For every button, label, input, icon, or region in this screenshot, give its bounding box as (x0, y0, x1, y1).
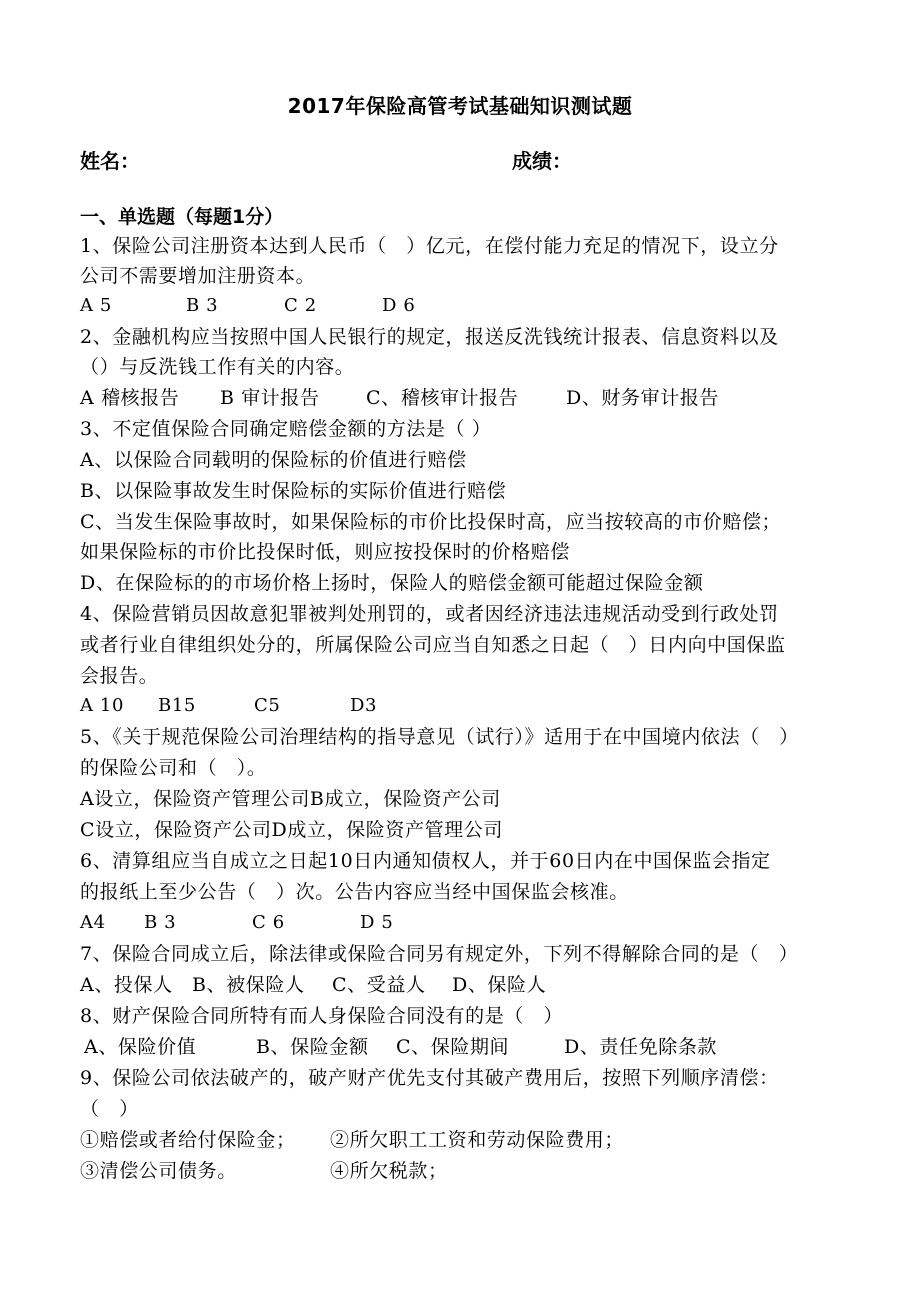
question-text: （ ） (80, 1098, 139, 1120)
score-label: 成绩： (512, 149, 572, 173)
option: ①赔偿或者给付保险金； (80, 1129, 296, 1151)
option: ③清偿公司债务。 (80, 1160, 237, 1182)
option: A、投保人 (80, 974, 173, 996)
option: A、以保险合同载明的保险标的价值进行赔偿 (80, 449, 467, 471)
question-text: 3、不定值保险合同确定赔偿金额的方法是（ ） (80, 418, 492, 440)
option: B 审计报告 (220, 387, 320, 409)
answer-options (80, 1125, 850, 1155)
option: ④所欠税款； (330, 1160, 448, 1182)
question-text: 公司不需要增加注册资本。 (80, 265, 316, 287)
answer-options (80, 970, 850, 1000)
answer-options (80, 1156, 850, 1186)
answer-options (80, 691, 850, 721)
option: B15 (158, 695, 196, 716)
document-title: 2017年保险高管考试基础知识测试题 (287, 94, 633, 118)
question-text: 会报告。 (80, 665, 159, 687)
question-text: 7、保险合同成立后，除法律或保险合同另有规定外，下列不得解除合同的是（ ） (80, 943, 799, 965)
option: A设立，保险资产管理公司B成立，保险资产公司 (80, 788, 501, 810)
option: C、保险期间 (396, 1036, 510, 1058)
option: 如果保险标的市价比投保时低，则应按投保时的价格赔偿 (80, 541, 571, 563)
option: C、稽核审计报告 (366, 387, 519, 409)
option: ②所欠职工工资和劳动保险费用； (330, 1129, 625, 1151)
question-text: 6、清算组应当自成立之日起10日内通知债权人，并于60日内在中国保监会指定 (80, 850, 771, 872)
question-text: 8、财产保险合同所特有而人身保险合同没有的是（ ） (80, 1005, 564, 1027)
answer-options (80, 291, 850, 321)
option: A 5 (80, 295, 112, 316)
option: C设立，保险资产公司D成立，保险资产管理公司 (80, 819, 503, 841)
option: B、被保险人 (192, 974, 305, 996)
option: D 5 (360, 912, 394, 933)
section-title: 一、单选题（每题1分） (80, 206, 284, 228)
name-label: 姓名： (80, 149, 140, 173)
option: C 6 (252, 912, 285, 933)
option: A4 (80, 912, 106, 933)
answer-options (84, 1032, 854, 1062)
option: D、财务审计报告 (566, 387, 720, 409)
option: D、在保险标的的市场价格上扬时，保险人的赔偿金额可能超过保险金额 (80, 572, 704, 594)
header-fields (80, 145, 860, 174)
option: C 2 (284, 295, 317, 316)
question-text: 或者行业自律组织处分的，所属保险公司应当自知悉之日起（ ）日内向中国保监 (80, 634, 786, 656)
option: D 6 (382, 295, 416, 316)
question-text: 9、保险公司依法破产的，破产财产优先支付其破产费用后，按照下列顺序清偿： (80, 1067, 779, 1089)
question-text: 1、保险公司注册资本达到人民币（ ）亿元，在偿付能力充足的情况下，设立分 (80, 235, 779, 257)
question-text: 5、《关于规范保险公司治理结构的指导意见（试行）》适用于在中国境内依法（ ） (80, 726, 799, 748)
option: C5 (254, 695, 281, 716)
option: C、受益人 (332, 974, 426, 996)
option: D3 (350, 695, 378, 716)
question-text: 的保险公司和（ ）。 (80, 757, 267, 779)
answer-options (80, 908, 850, 938)
question-text: 的报纸上至少公告（ ）次。公告内容应当经中国保监会核准。 (80, 881, 629, 903)
option: B、保险金额 (256, 1036, 369, 1058)
question-text: 4、保险营销员因故意犯罪被判处刑罚的，或者因经济违法违规活动受到行政处罚 (80, 603, 779, 625)
option: B、以保险事故发生时保险标的实际价值进行赔偿 (80, 480, 507, 502)
option: D、责任免除条款 (564, 1036, 718, 1058)
option: A 10 (80, 695, 125, 716)
option: B 3 (186, 295, 219, 316)
option: A、保险价值 (84, 1036, 197, 1058)
answer-options (80, 383, 850, 413)
question-text: （）与反洗钱工作有关的内容。 (80, 356, 355, 378)
option: A 稽核报告 (80, 387, 180, 409)
option: B 3 (144, 912, 177, 933)
question-text: 2、金融机构应当按照中国人民银行的规定，报送反洗钱统计报表、信息资料以及 (80, 326, 779, 348)
option: C、当发生保险事故时，如果保险标的市价比投保时高，应当按较高的市价赔偿； (80, 511, 782, 533)
option: D、保险人 (452, 974, 547, 996)
